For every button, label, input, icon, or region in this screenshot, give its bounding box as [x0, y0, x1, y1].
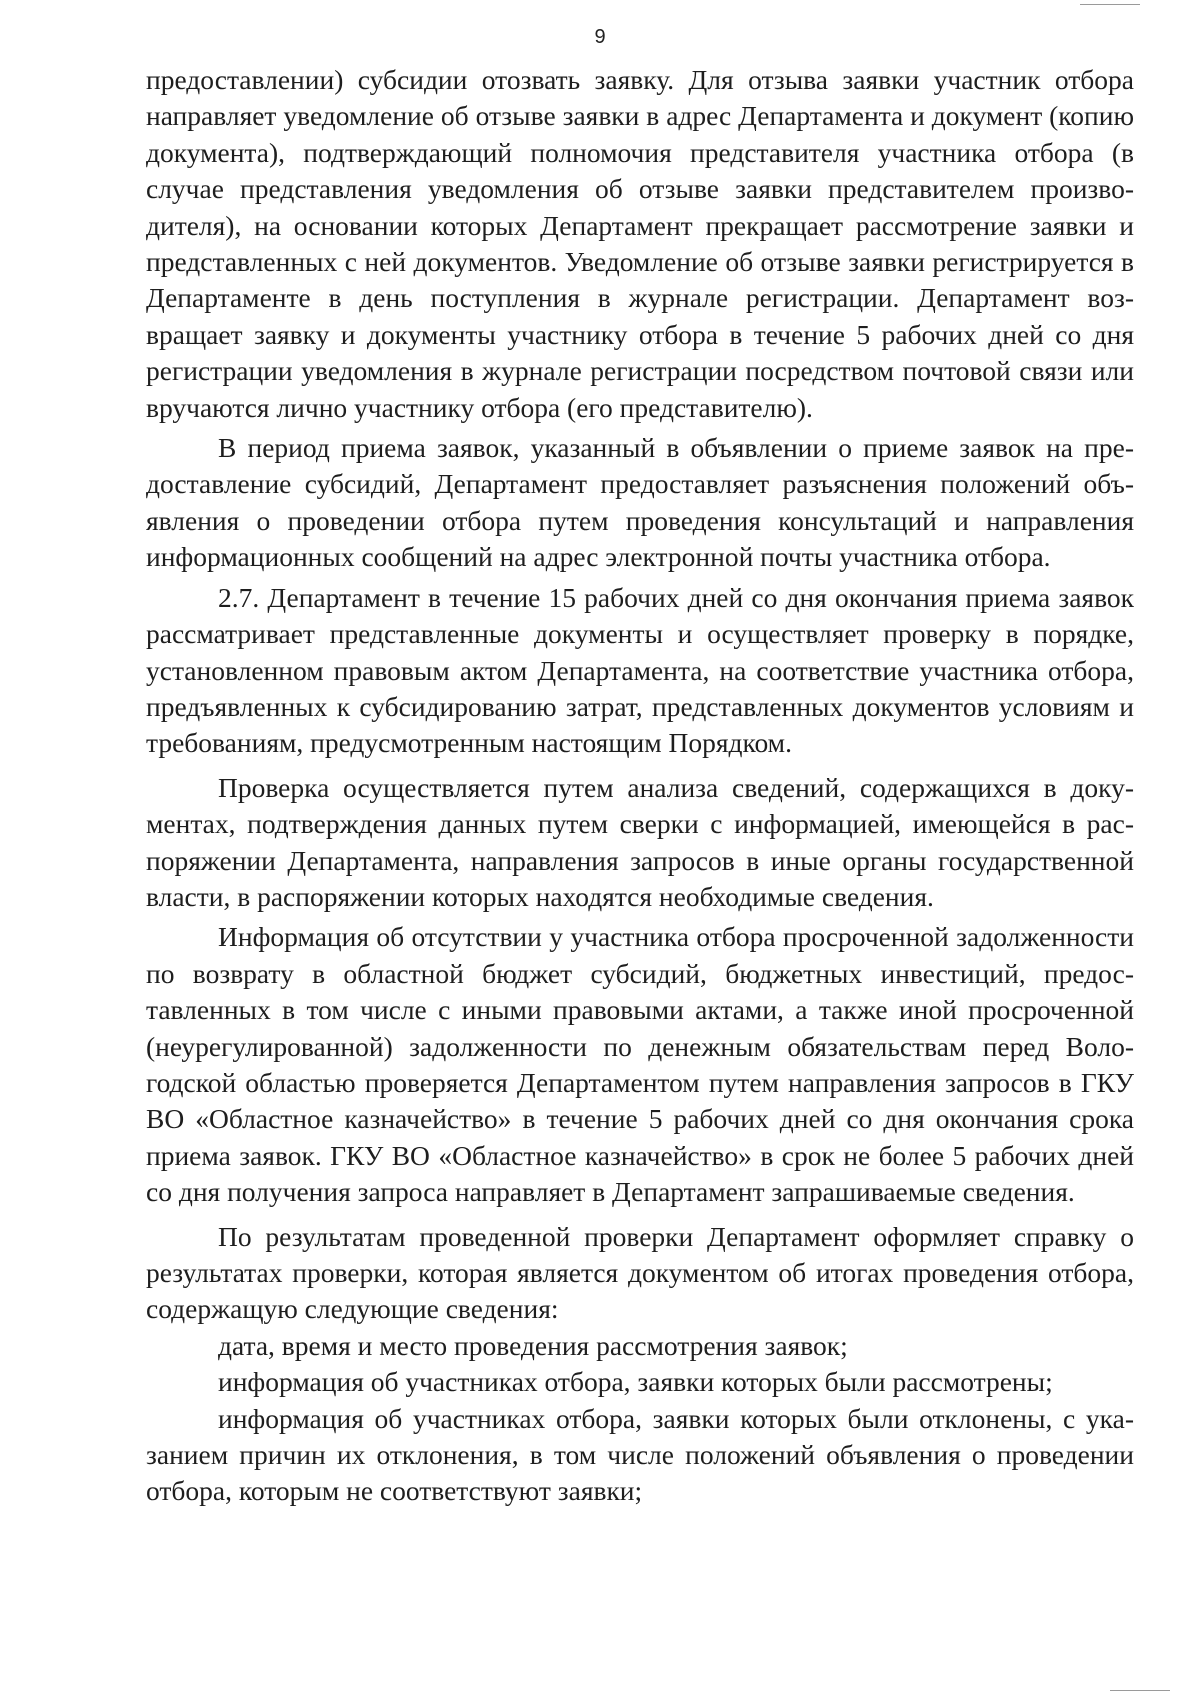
paragraph-clause-2-7: 2.7. Департамент в течение 15 рабочих дней со дня окончания приема заявок рассматривает представленные документы и осуществляет проверку в порядке, установленном правовым актом Департамента, на соответствие участника отбора, предъявленных к субсидированию затрат, представленных документов условиям и требованиям, предусмотренным настоящим Порядком.	[146, 581, 1134, 759]
paragraph-verification-results: По результатам проведенной проверки Департамент оформляет справку о результатах проверки, которая является документом об итогах проведения отбора, содержащую следующие сведения:	[146, 1220, 1134, 1325]
paragraph-debt-information: Информация об отсутствии у участника отбора просроченной задолженности по возврату в областной бюджет субсидий, бюджетных инвестиций, предоставленных в том числе с иными правовыми актами, а также иной просроченной (неурегулированной) задолженности по денежным обязательствам перед Вологодской областью проверяется Департаментом путем направления запросов в ГКУ ВО «Областное казначейство» в течение 5 рабочих дней со дня окончания срока приема заявок. ГКУ ВО «Областное казначейство» в срок не более 5 рабочих дней со дня получения запроса направляет в Департамент запрашиваемые сведения.	[146, 921, 1134, 1208]
document-body	[146, 62, 1134, 1510]
paragraph-consultation-period: В период приема заявок, указанный в объявлении о приеме заявок на предоставление субсидий, Департамент предоставляет разъяснения положений объявления о проведении отбора путем проведения консультаций и направления информационных сообщений на адрес электронной почты участника отбора.	[146, 432, 1134, 573]
list-item-rejected: информация об участниках отбора, заявки которых были отклонены, с указанием причин их отклонения, в том числе положений объявления о проведении отбора, которым не соответствуют заявки;	[146, 1402, 1134, 1507]
paragraph-continuation: предоставлении) субсидии отозвать заявку. Для отзыва заявки участник отбора направляет уведомление об отзыве заявки в адрес Департамента и документ (копию документа), подтверждающий полномочия представителя участника отбора (в случае представления уведомления об отзыве заявки представителем производителя), на основании которых Департамент прекращает рассмотрение заявки и представленных с ней документов. Уведомление об отзыве заявки регистрируется в Департаменте в день поступления в журнале регистрации. Департамент возвращает заявку и документы участнику отбора в течение 5 рабочих дней со дня регистрации уведомления в журнале регистрации посредством почтовой связи или вручаются лично участнику отбора (его представителю).	[146, 64, 1134, 423]
scan-artifact-top	[1080, 4, 1140, 5]
scan-artifact-bottom	[1110, 1690, 1170, 1691]
list-item-reviewed: информация об участниках отбора, заявки которых были рассмотрены;	[218, 1366, 1053, 1398]
paragraph-verification-method: Проверка осуществляется путем анализа сведений, содержащихся в документах, подтверждения данных путем сверки с информацией, имеющейся в распоряжении Департамента, направления запросов в иные органы государственной власти, в распоряжении которых находятся необходимые сведения.	[146, 771, 1134, 912]
page-number: 9	[594, 26, 606, 48]
list-item-date: дата, время и место проведения рассмотрения заявок;	[218, 1329, 848, 1361]
